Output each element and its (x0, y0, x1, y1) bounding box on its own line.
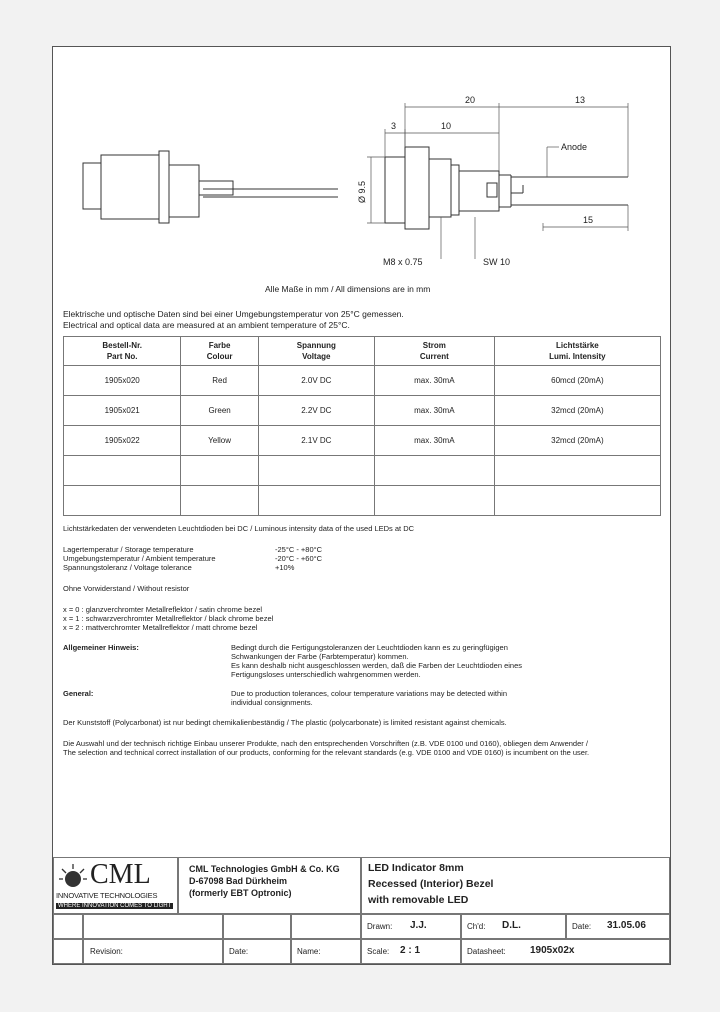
date-label: Date: (572, 922, 592, 931)
dim-20: 20 (465, 95, 476, 105)
general-en-label: General: (63, 689, 94, 698)
header-colour: Farbe Colour (181, 337, 258, 366)
bezel-body-right (405, 147, 429, 229)
bezel-side-left (83, 163, 101, 209)
nut-left (159, 151, 169, 223)
cell (181, 486, 258, 516)
intro-de: Elektrische und optische Daten sind bei einer Umgebungstemperatur von 25°C gemessen. (63, 309, 404, 319)
logo-tagline: WHERE INNOVATION COMES TO LIGHT (58, 903, 172, 909)
temp-label: Lagertemperatur / Storage temperature (63, 545, 194, 554)
rev-date-label: Date: (229, 947, 249, 956)
name-cell (291, 939, 361, 964)
housing-left (169, 165, 199, 217)
logo-sub: INNOVATIVE TECHNOLOGIES (56, 891, 158, 900)
doc-title-3: with removable LED (368, 894, 469, 906)
label-anode: Anode (561, 142, 588, 152)
datasheet-label: Datasheet: (467, 947, 506, 956)
label-sw: SW 10 (483, 257, 511, 267)
cell: 1905x022 (64, 426, 181, 456)
date-cell (566, 914, 670, 939)
blank-cell (223, 914, 291, 939)
cell (258, 486, 374, 516)
header-intensity: Lichtstärke Lumi. Intensity (494, 337, 660, 366)
company-former: (formerly EBT Optronic) (189, 888, 292, 898)
cell: Yellow (181, 426, 258, 456)
doc-title-2: Recessed (Interior) Bezel (368, 878, 494, 890)
bezel-option: x = 2 : mattverchromter Metallreflektor / matt chrome bezel (63, 623, 258, 632)
blank-cell (291, 914, 361, 939)
header-part: Bestell-Nr. Part No. (64, 337, 181, 366)
logo-cell (53, 857, 178, 914)
led-housing (459, 171, 499, 211)
revision-label: Revision: (90, 947, 123, 956)
table-row (64, 366, 661, 396)
cell (181, 456, 258, 486)
thread-right (429, 159, 451, 217)
datasheet-cell (461, 939, 670, 964)
intro-en: Electrical and optical data are measured at an ambient temperature of 25°C. (63, 320, 350, 330)
rev-date-cell (223, 939, 291, 964)
cell (494, 456, 660, 486)
bezel-body-left (101, 155, 159, 219)
table-row (64, 486, 661, 516)
cell: 2.2V DC (258, 396, 374, 426)
temp-label: Spannungstoleranz / Voltage tolerance (63, 563, 192, 572)
cell (494, 486, 660, 516)
table-header-row (64, 337, 661, 366)
checked-value: D.L. (502, 920, 521, 931)
scale-value: 2 : 1 (400, 945, 421, 956)
sun-logo-icon (58, 862, 88, 890)
temp-value: +10% (275, 563, 295, 572)
bezel-option: x = 1 : schwarzverchromter Metallreflektor / black chrome bezel (63, 614, 274, 623)
header-voltage: Spannung Voltage (258, 337, 374, 366)
cell (64, 456, 181, 486)
table-row (64, 426, 661, 456)
plastic-note: Der Kunststoff (Polycarbonat) ist nur bedingt chemikalienbeständig / The plastic (polycarbonate) is limited resistant against chemicals. (63, 718, 507, 727)
header-current: Strom Current (374, 337, 494, 366)
cell: Red (181, 366, 258, 396)
cell: 32mcd (20mA) (494, 426, 660, 456)
date-value: 31.05.06 (607, 920, 646, 931)
blank-cell (83, 914, 223, 939)
company-name: CML Technologies GmbH & Co. KG (189, 864, 340, 874)
resistor-note: Ohne Vorwiderstand / Without resistor (63, 584, 190, 593)
bezel-front-right (385, 157, 405, 223)
revision-cell (83, 939, 223, 964)
dims-note: Alle Maße in mm / All dimensions are in mm (265, 284, 431, 294)
table-row (64, 396, 661, 426)
cell (374, 456, 494, 486)
dim-13: 13 (575, 95, 586, 105)
blank-cell (53, 914, 83, 939)
drawn-label: Drawn: (367, 922, 393, 931)
company-cell (178, 857, 361, 914)
dim-15: 15 (583, 215, 594, 225)
logo-text: CML (90, 859, 151, 890)
scale-label: Scale: (367, 947, 390, 956)
general-de-line: Schwankungen der Farbe (Farbtemperatur) kommen. (231, 652, 409, 661)
drawn-cell (361, 914, 461, 939)
datasheet-value: 1905x02x (530, 945, 575, 956)
table-row (64, 456, 661, 486)
dim-diameter: Ø 9.5 (357, 180, 367, 203)
intensity-note: Lichtstärkedaten der verwendeten Leuchtdioden bei DC / Luminous intensity data of the used LEDs at DC (63, 524, 415, 533)
datasheet-sheet (52, 46, 671, 965)
cell: max. 30mA (374, 396, 494, 426)
title-cell (361, 857, 670, 914)
cell (258, 456, 374, 486)
cell: max. 30mA (374, 366, 494, 396)
general-de-line: Fertigungsloses unterschiedlich wahrgenommen werden. (231, 670, 421, 679)
cell: max. 30mA (374, 426, 494, 456)
general-en-line: individual consignments. (231, 698, 313, 707)
cell: 1905x021 (64, 396, 181, 426)
general-en-line: Due to production tolerances, colour temperature variations may be detected within (231, 689, 507, 698)
cell: 32mcd (20mA) (494, 396, 660, 426)
drawn-value: J.J. (410, 920, 427, 931)
checked-cell (461, 914, 566, 939)
cell: 2.0V DC (258, 366, 374, 396)
selection-en: The selection and technical correct installation of our products, conforming for the relevant standards (e.g. VDE 0100 and VDE 0160) is incumbent on the user. (63, 748, 590, 757)
technical-drawing (53, 47, 670, 277)
general-de-line: Es kann deshalb nicht ausgeschlossen werden, daß die Farben der Leuchtdioden eines (231, 661, 523, 670)
checked-label: Ch'd: (467, 922, 486, 931)
blank-cell (53, 939, 83, 964)
cell (374, 486, 494, 516)
dim-10: 10 (441, 121, 452, 131)
temp-label: Umgebungstemperatur / Ambient temperature (63, 554, 216, 563)
bezel-option: x = 0 : glanzverchromter Metallreflektor / satin chrome bezel (63, 605, 263, 614)
cell: Green (181, 396, 258, 426)
selection-de: Die Auswahl und der technisch richtige Einbau unserer Produkte, nach den entsprechenden Vorschriften (z.B. VDE 0100 und 0160), obliegen dem Anwender / (63, 739, 588, 748)
general-de-line: Bedingt durch die Fertigungstoleranzen der Leuchtdioden kann es zu geringfügigen (231, 643, 508, 652)
general-de-label: Allgemeiner Hinweis: (63, 643, 139, 652)
spec-table (63, 336, 661, 516)
doc-title-1: LED Indicator 8mm (368, 862, 464, 874)
cell: 60mcd (20mA) (494, 366, 660, 396)
dim-3: 3 (391, 121, 397, 131)
cell: 1905x020 (64, 366, 181, 396)
scale-cell (361, 939, 461, 964)
name-label: Name: (297, 947, 321, 956)
temp-value: -25°C - +80°C (275, 545, 323, 554)
cell (64, 486, 181, 516)
cell: 2.1V DC (258, 426, 374, 456)
label-thread: M8 x 0.75 (383, 257, 423, 267)
company-address: D-67098 Bad Dürkheim (189, 876, 288, 886)
temp-value: -20°C - +60°C (275, 554, 323, 563)
